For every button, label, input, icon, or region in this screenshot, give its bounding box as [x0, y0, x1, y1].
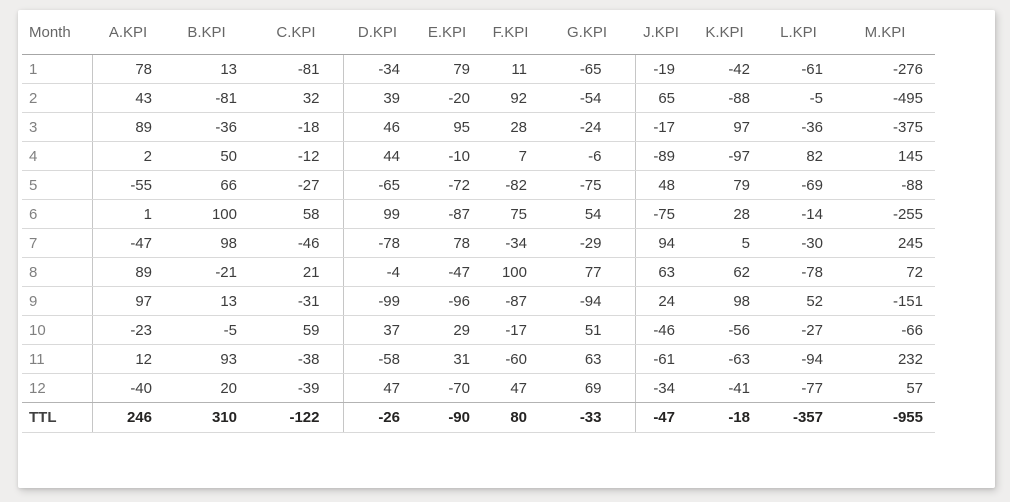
- value-cell: -66: [835, 316, 935, 345]
- value-cell: -4: [343, 258, 412, 287]
- column-header-e-kpi[interactable]: E.KPI: [412, 10, 482, 55]
- total-value-cell: -47: [635, 403, 687, 433]
- value-cell: -99: [343, 287, 412, 316]
- value-cell: 72: [835, 258, 935, 287]
- month-cell: 11: [22, 345, 92, 374]
- total-row: [22, 403, 935, 433]
- table-row: [22, 200, 935, 229]
- value-cell: 51: [539, 316, 635, 345]
- value-cell: -72: [412, 171, 482, 200]
- value-cell: -29: [539, 229, 635, 258]
- value-cell: -94: [762, 345, 835, 374]
- value-cell: -47: [412, 258, 482, 287]
- value-cell: -34: [635, 374, 687, 403]
- value-cell: -151: [835, 287, 935, 316]
- value-cell: 50: [164, 142, 249, 171]
- column-header-c-kpi[interactable]: C.KPI: [249, 10, 343, 55]
- value-cell: -97: [687, 142, 762, 171]
- value-cell: 89: [92, 113, 164, 142]
- column-header-d-kpi[interactable]: D.KPI: [343, 10, 412, 55]
- column-header-b-kpi[interactable]: B.KPI: [164, 10, 249, 55]
- value-cell: 1: [92, 200, 164, 229]
- total-label-cell: TTL: [22, 403, 92, 433]
- column-header-month[interactable]: Month: [22, 10, 92, 55]
- value-cell: -17: [482, 316, 539, 345]
- value-cell: -47: [92, 229, 164, 258]
- value-cell: 57: [835, 374, 935, 403]
- month-cell: 12: [22, 374, 92, 403]
- value-cell: -89: [635, 142, 687, 171]
- value-cell: -61: [635, 345, 687, 374]
- value-cell: 79: [687, 171, 762, 200]
- month-cell: 6: [22, 200, 92, 229]
- column-header-f-kpi[interactable]: F.KPI: [482, 10, 539, 55]
- value-cell: 145: [835, 142, 935, 171]
- value-cell: 7: [482, 142, 539, 171]
- table-row: [22, 374, 935, 403]
- value-cell: -65: [343, 171, 412, 200]
- value-cell: 77: [539, 258, 635, 287]
- value-cell: 100: [164, 200, 249, 229]
- table-row: [22, 84, 935, 113]
- value-cell: -34: [343, 55, 412, 84]
- table-row: [22, 55, 935, 84]
- value-cell: 78: [412, 229, 482, 258]
- value-cell: -14: [762, 200, 835, 229]
- value-cell: 99: [343, 200, 412, 229]
- value-cell: -88: [835, 171, 935, 200]
- value-cell: 58: [249, 200, 343, 229]
- value-cell: -20: [412, 84, 482, 113]
- value-cell: 13: [164, 287, 249, 316]
- value-cell: 98: [687, 287, 762, 316]
- value-cell: 78: [92, 55, 164, 84]
- kpi-table-header: [22, 10, 935, 55]
- value-cell: 12: [92, 345, 164, 374]
- value-cell: -87: [412, 200, 482, 229]
- value-cell: -77: [762, 374, 835, 403]
- column-header-l-kpi[interactable]: L.KPI: [762, 10, 835, 55]
- table-row: [22, 113, 935, 142]
- value-cell: -17: [635, 113, 687, 142]
- value-cell: -58: [343, 345, 412, 374]
- table-row: [22, 258, 935, 287]
- value-cell: -255: [835, 200, 935, 229]
- value-cell: -375: [835, 113, 935, 142]
- column-header-g-kpi[interactable]: G.KPI: [539, 10, 635, 55]
- value-cell: 232: [835, 345, 935, 374]
- value-cell: 44: [343, 142, 412, 171]
- value-cell: 95: [412, 113, 482, 142]
- value-cell: 48: [635, 171, 687, 200]
- value-cell: -55: [92, 171, 164, 200]
- value-cell: -96: [412, 287, 482, 316]
- total-value-cell: -357: [762, 403, 835, 433]
- kpi-table-total: [22, 403, 935, 433]
- column-header-j-kpi[interactable]: J.KPI: [635, 10, 687, 55]
- value-cell: -19: [635, 55, 687, 84]
- value-cell: 28: [687, 200, 762, 229]
- value-cell: 39: [343, 84, 412, 113]
- value-cell: -5: [164, 316, 249, 345]
- value-cell: -87: [482, 287, 539, 316]
- column-header-a-kpi[interactable]: A.KPI: [92, 10, 164, 55]
- value-cell: 97: [92, 287, 164, 316]
- value-cell: -36: [164, 113, 249, 142]
- value-cell: -46: [249, 229, 343, 258]
- value-cell: 21: [249, 258, 343, 287]
- value-cell: 82: [762, 142, 835, 171]
- value-cell: 54: [539, 200, 635, 229]
- kpi-table-body: [22, 55, 935, 403]
- month-cell: 1: [22, 55, 92, 84]
- value-cell: 100: [482, 258, 539, 287]
- value-cell: -41: [687, 374, 762, 403]
- total-value-cell: -122: [249, 403, 343, 433]
- total-value-cell: 246: [92, 403, 164, 433]
- column-header-m-kpi[interactable]: M.KPI: [835, 10, 935, 55]
- value-cell: -94: [539, 287, 635, 316]
- value-cell: 37: [343, 316, 412, 345]
- value-cell: 94: [635, 229, 687, 258]
- value-cell: -6: [539, 142, 635, 171]
- value-cell: -34: [482, 229, 539, 258]
- value-cell: -27: [762, 316, 835, 345]
- value-cell: -81: [164, 84, 249, 113]
- value-cell: 5: [687, 229, 762, 258]
- value-cell: -61: [762, 55, 835, 84]
- total-value-cell: -90: [412, 403, 482, 433]
- value-cell: -42: [687, 55, 762, 84]
- value-cell: 47: [482, 374, 539, 403]
- value-cell: 63: [635, 258, 687, 287]
- value-cell: -54: [539, 84, 635, 113]
- value-cell: -88: [687, 84, 762, 113]
- value-cell: -5: [762, 84, 835, 113]
- value-cell: 20: [164, 374, 249, 403]
- value-cell: 98: [164, 229, 249, 258]
- value-cell: -60: [482, 345, 539, 374]
- value-cell: -31: [249, 287, 343, 316]
- value-cell: 59: [249, 316, 343, 345]
- month-cell: 4: [22, 142, 92, 171]
- value-cell: 62: [687, 258, 762, 287]
- value-cell: 93: [164, 345, 249, 374]
- column-header-k-kpi[interactable]: K.KPI: [687, 10, 762, 55]
- table-row: [22, 142, 935, 171]
- value-cell: 24: [635, 287, 687, 316]
- value-cell: -75: [635, 200, 687, 229]
- value-cell: -24: [539, 113, 635, 142]
- table-row: [22, 171, 935, 200]
- total-value-cell: -955: [835, 403, 935, 433]
- value-cell: 28: [482, 113, 539, 142]
- value-cell: 65: [635, 84, 687, 113]
- value-cell: 69: [539, 374, 635, 403]
- month-cell: 10: [22, 316, 92, 345]
- value-cell: -46: [635, 316, 687, 345]
- value-cell: 29: [412, 316, 482, 345]
- kpi-table: [22, 10, 935, 433]
- month-cell: 8: [22, 258, 92, 287]
- value-cell: 92: [482, 84, 539, 113]
- value-cell: -56: [687, 316, 762, 345]
- total-value-cell: -33: [539, 403, 635, 433]
- value-cell: 2: [92, 142, 164, 171]
- value-cell: 89: [92, 258, 164, 287]
- total-value-cell: -18: [687, 403, 762, 433]
- value-cell: -21: [164, 258, 249, 287]
- value-cell: -10: [412, 142, 482, 171]
- value-cell: 66: [164, 171, 249, 200]
- value-cell: 43: [92, 84, 164, 113]
- value-cell: 46: [343, 113, 412, 142]
- value-cell: -36: [762, 113, 835, 142]
- value-cell: 97: [687, 113, 762, 142]
- value-cell: -38: [249, 345, 343, 374]
- value-cell: -495: [835, 84, 935, 113]
- table-card: [18, 10, 995, 488]
- value-cell: -81: [249, 55, 343, 84]
- value-cell: -70: [412, 374, 482, 403]
- value-cell: 47: [343, 374, 412, 403]
- value-cell: -78: [762, 258, 835, 287]
- table-row: [22, 345, 935, 374]
- table-row: [22, 229, 935, 258]
- month-cell: 7: [22, 229, 92, 258]
- total-value-cell: 310: [164, 403, 249, 433]
- value-cell: -40: [92, 374, 164, 403]
- month-cell: 2: [22, 84, 92, 113]
- value-cell: 79: [412, 55, 482, 84]
- value-cell: -39: [249, 374, 343, 403]
- value-cell: -12: [249, 142, 343, 171]
- month-cell: 9: [22, 287, 92, 316]
- value-cell: -63: [687, 345, 762, 374]
- month-cell: 5: [22, 171, 92, 200]
- value-cell: 63: [539, 345, 635, 374]
- value-cell: 32: [249, 84, 343, 113]
- value-cell: -65: [539, 55, 635, 84]
- total-value-cell: -26: [343, 403, 412, 433]
- header-row: [22, 10, 935, 55]
- value-cell: -30: [762, 229, 835, 258]
- value-cell: 31: [412, 345, 482, 374]
- value-cell: -276: [835, 55, 935, 84]
- table-row: [22, 316, 935, 345]
- value-cell: 245: [835, 229, 935, 258]
- total-value-cell: 80: [482, 403, 539, 433]
- value-cell: -18: [249, 113, 343, 142]
- value-cell: 75: [482, 200, 539, 229]
- value-cell: -82: [482, 171, 539, 200]
- value-cell: -69: [762, 171, 835, 200]
- value-cell: -75: [539, 171, 635, 200]
- value-cell: 13: [164, 55, 249, 84]
- value-cell: 11: [482, 55, 539, 84]
- value-cell: -78: [343, 229, 412, 258]
- month-cell: 3: [22, 113, 92, 142]
- value-cell: -27: [249, 171, 343, 200]
- table-row: [22, 287, 935, 316]
- value-cell: 52: [762, 287, 835, 316]
- value-cell: -23: [92, 316, 164, 345]
